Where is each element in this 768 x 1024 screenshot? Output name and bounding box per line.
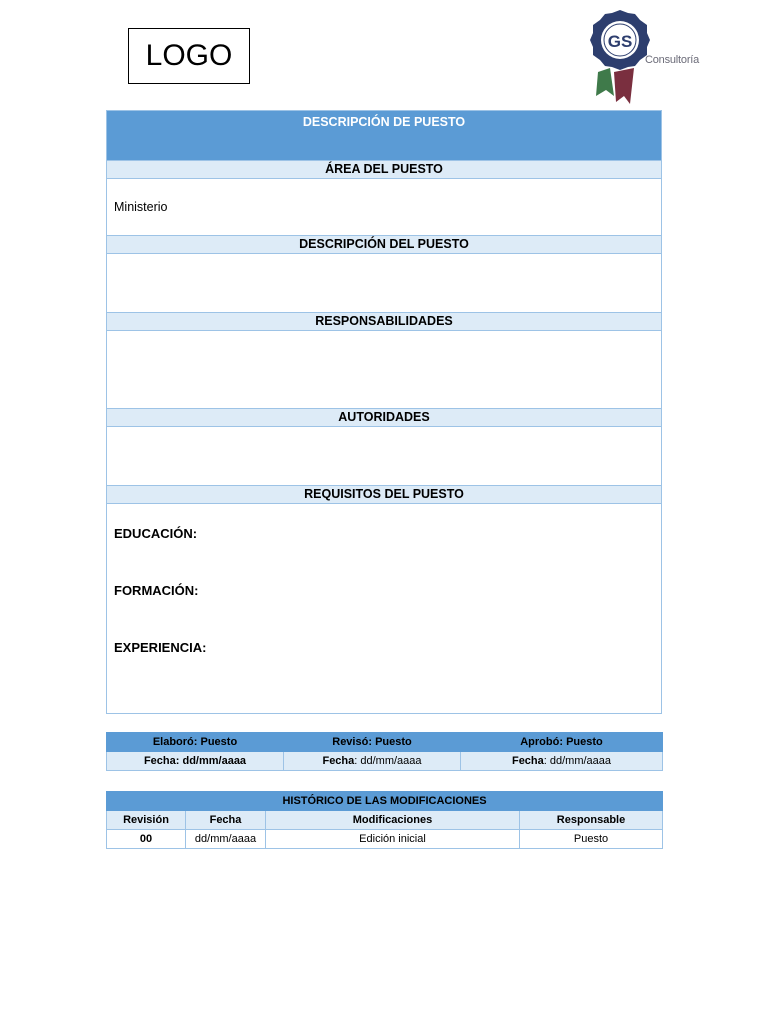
change-cell: Edición inicial	[266, 830, 520, 849]
authorities-heading: AUTORIDADES	[107, 408, 661, 427]
elaborated-date-cell: Fecha: dd/mm/aaaa	[107, 752, 284, 771]
history-column-headers	[107, 811, 663, 830]
reviewed-date-cell: Fecha: dd/mm/aaaa	[284, 752, 461, 771]
area-heading: ÁREA DEL PUESTO	[107, 160, 661, 179]
signatures-header-row	[107, 733, 663, 752]
elaborated-cell: Elaboró: Puesto	[107, 733, 284, 752]
authorities-field[interactable]	[107, 427, 661, 485]
experience-label: EXPERIENCIA:	[114, 640, 207, 655]
responsibilities-field[interactable]	[107, 331, 661, 408]
table-row	[107, 830, 663, 849]
column-date: Fecha	[186, 811, 266, 830]
education-label: EDUCACIÓN:	[114, 526, 198, 541]
training-label: FORMACIÓN:	[114, 583, 199, 598]
approved-date-cell: Fecha: dd/mm/aaaa	[461, 752, 663, 771]
column-changes: Modificaciones	[266, 811, 520, 830]
approved-cell: Aprobó: Puesto	[461, 733, 663, 752]
column-revision: Revisión	[107, 811, 186, 830]
signatures-table	[106, 732, 663, 771]
description-field[interactable]	[107, 254, 661, 312]
reviewed-cell: Revisó: Puesto	[284, 733, 461, 752]
history-title-row	[107, 792, 663, 811]
column-responsible: Responsable	[520, 811, 663, 830]
responsible-cell: Puesto	[520, 830, 663, 849]
revision-cell: 00	[107, 830, 186, 849]
requirements-heading: REQUISITOS DEL PUESTO	[107, 485, 661, 504]
area-value: Ministerio	[114, 200, 168, 214]
history-table	[106, 791, 663, 849]
logo-placeholder: LOGO	[128, 28, 250, 84]
brand-name: Consultoría	[645, 54, 700, 66]
description-heading: DESCRIPCIÓN DEL PUESTO	[107, 235, 661, 254]
signatures-date-row	[107, 752, 663, 771]
responsibilities-heading: RESPONSABILIDADES	[107, 312, 661, 331]
job-description-form	[106, 110, 662, 714]
date-cell: dd/mm/aaaa	[186, 830, 266, 849]
history-title: HISTÓRICO DE LAS MODIFICACIONES	[107, 792, 663, 811]
brand-monogram: GS	[607, 32, 633, 51]
form-title: DESCRIPCIÓN DE PUESTO	[107, 111, 661, 160]
